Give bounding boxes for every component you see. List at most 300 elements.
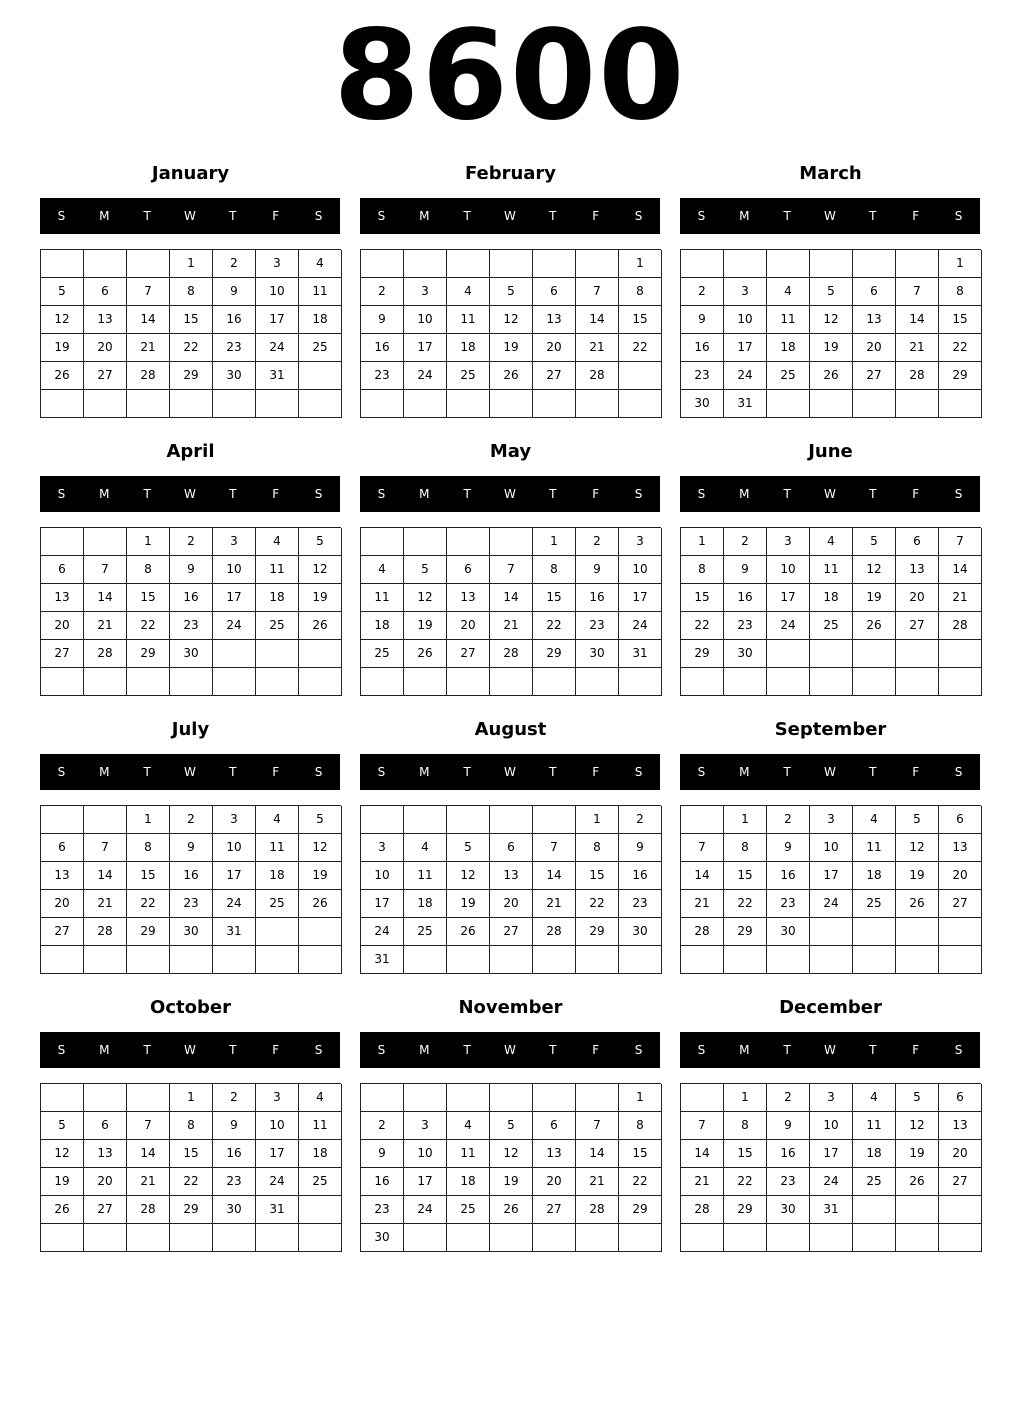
day-cell: 4	[853, 806, 896, 834]
day-cell: 6	[84, 1112, 127, 1140]
day-cell	[681, 250, 724, 278]
weekday-label: M	[99, 765, 110, 779]
day-cell	[810, 1224, 853, 1252]
day-cell: 10	[256, 278, 299, 306]
day-cell: 27	[939, 890, 982, 918]
weekday-label: W	[824, 209, 836, 223]
day-cell: 30	[681, 390, 724, 418]
day-cell: 6	[490, 834, 533, 862]
day-cell: 10	[213, 556, 256, 584]
day-cell: 22	[533, 612, 576, 640]
weekday-label: W	[184, 1043, 196, 1057]
day-cell: 11	[299, 278, 342, 306]
day-cell	[576, 250, 619, 278]
weekday-label: T	[143, 487, 151, 501]
day-cell: 25	[853, 1168, 896, 1196]
day-cell: 12	[490, 1140, 533, 1168]
day-grid	[680, 249, 981, 418]
day-cell	[361, 528, 404, 556]
weekday-label: T	[143, 1043, 151, 1057]
day-cell: 26	[447, 918, 490, 946]
day-cell: 11	[361, 584, 404, 612]
day-cell: 21	[127, 334, 170, 362]
day-cell: 26	[404, 640, 447, 668]
day-cell: 19	[41, 334, 84, 362]
day-cell: 17	[404, 334, 447, 362]
day-cell: 28	[896, 362, 939, 390]
day-cell: 8	[170, 278, 213, 306]
day-cell: 1	[724, 1084, 767, 1112]
day-cell: 6	[533, 278, 576, 306]
day-cell: 25	[447, 1196, 490, 1224]
weekday-label: T	[229, 765, 237, 779]
day-cell: 28	[490, 640, 533, 668]
day-cell: 2	[170, 528, 213, 556]
weekday-label: M	[419, 765, 430, 779]
day-cell: 11	[404, 862, 447, 890]
weekday-label: S	[377, 1043, 386, 1057]
day-cell	[490, 250, 533, 278]
day-cell: 19	[490, 1168, 533, 1196]
day-cell: 11	[853, 834, 896, 862]
day-cell: 7	[681, 834, 724, 862]
day-cell: 20	[939, 1140, 982, 1168]
day-cell	[490, 806, 533, 834]
day-cell: 26	[299, 890, 342, 918]
day-cell: 10	[256, 1112, 299, 1140]
day-cell: 16	[681, 334, 724, 362]
day-cell	[810, 946, 853, 974]
day-cell	[853, 918, 896, 946]
day-cell: 23	[619, 890, 662, 918]
day-grid	[360, 249, 661, 418]
day-cell: 14	[533, 862, 576, 890]
day-cell	[41, 1084, 84, 1112]
day-cell: 8	[127, 556, 170, 584]
day-cell	[84, 250, 127, 278]
weekday-label: W	[504, 765, 516, 779]
day-cell: 14	[490, 584, 533, 612]
day-cell	[447, 390, 490, 418]
day-cell: 21	[490, 612, 533, 640]
day-cell: 9	[681, 306, 724, 334]
day-cell	[767, 250, 810, 278]
day-cell: 13	[533, 1140, 576, 1168]
day-cell: 9	[767, 834, 810, 862]
day-cell: 3	[619, 528, 662, 556]
day-cell: 8	[576, 834, 619, 862]
day-cell: 23	[681, 362, 724, 390]
day-cell: 28	[939, 612, 982, 640]
day-cell: 6	[84, 278, 127, 306]
day-cell	[896, 946, 939, 974]
day-cell: 11	[810, 556, 853, 584]
day-cell	[896, 640, 939, 668]
weekday-label: S	[697, 487, 706, 501]
day-cell: 4	[404, 834, 447, 862]
weekday-label: T	[463, 209, 471, 223]
day-cell: 8	[533, 556, 576, 584]
day-cell: 24	[810, 1168, 853, 1196]
day-cell: 25	[767, 362, 810, 390]
day-grid	[40, 249, 341, 418]
day-cell: 16	[767, 862, 810, 890]
day-grid	[680, 805, 981, 974]
day-cell	[939, 390, 982, 418]
day-cell: 16	[361, 334, 404, 362]
weekday-label: W	[184, 487, 196, 501]
day-cell	[213, 390, 256, 418]
day-cell	[447, 806, 490, 834]
day-cell: 24	[256, 1168, 299, 1196]
weekday-label: M	[99, 487, 110, 501]
day-cell: 29	[576, 918, 619, 946]
day-cell: 2	[213, 1084, 256, 1112]
weekday-label: S	[634, 487, 643, 501]
day-cell: 10	[810, 1112, 853, 1140]
day-cell	[619, 668, 662, 696]
day-grid	[360, 805, 661, 974]
day-cell: 24	[361, 918, 404, 946]
day-cell	[490, 1084, 533, 1112]
day-cell: 13	[41, 584, 84, 612]
month-name: September	[774, 719, 887, 740]
day-cell: 4	[767, 278, 810, 306]
day-cell	[361, 1084, 404, 1112]
day-cell: 31	[256, 362, 299, 390]
day-cell: 21	[84, 612, 127, 640]
day-cell: 21	[576, 1168, 619, 1196]
day-cell: 8	[681, 556, 724, 584]
day-cell	[681, 946, 724, 974]
day-cell: 1	[576, 806, 619, 834]
day-cell: 3	[810, 806, 853, 834]
day-cell: 17	[404, 1168, 447, 1196]
day-cell: 7	[681, 1112, 724, 1140]
day-cell: 23	[170, 890, 213, 918]
day-grid	[680, 527, 981, 696]
weekday-label: T	[229, 487, 237, 501]
day-cell: 5	[810, 278, 853, 306]
day-cell: 27	[84, 1196, 127, 1224]
day-cell: 23	[767, 1168, 810, 1196]
day-cell	[767, 946, 810, 974]
day-cell	[256, 1224, 299, 1252]
day-cell: 9	[576, 556, 619, 584]
day-cell: 20	[939, 862, 982, 890]
weekday-label: M	[739, 765, 750, 779]
day-cell: 7	[84, 556, 127, 584]
day-cell	[810, 390, 853, 418]
day-cell: 29	[724, 1196, 767, 1224]
day-cell	[84, 668, 127, 696]
day-cell: 8	[724, 1112, 767, 1140]
weekday-label: M	[419, 209, 430, 223]
weekday-header	[40, 754, 340, 790]
day-cell	[127, 668, 170, 696]
day-cell: 19	[299, 862, 342, 890]
day-cell: 27	[447, 640, 490, 668]
weekday-label: S	[634, 765, 643, 779]
weekday-label: T	[143, 765, 151, 779]
day-cell	[299, 668, 342, 696]
day-cell	[404, 806, 447, 834]
day-cell: 26	[896, 1168, 939, 1196]
weekday-label: T	[549, 765, 557, 779]
day-cell: 10	[404, 1140, 447, 1168]
day-cell	[84, 806, 127, 834]
day-cell	[896, 390, 939, 418]
day-cell: 31	[213, 918, 256, 946]
day-cell: 16	[576, 584, 619, 612]
day-cell	[681, 1084, 724, 1112]
day-cell: 25	[299, 1168, 342, 1196]
day-cell: 10	[213, 834, 256, 862]
day-cell: 30	[767, 1196, 810, 1224]
day-cell: 25	[299, 334, 342, 362]
day-cell: 23	[361, 1196, 404, 1224]
day-cell	[576, 946, 619, 974]
day-cell: 25	[404, 918, 447, 946]
weekday-label: S	[954, 209, 963, 223]
day-cell	[447, 250, 490, 278]
day-cell: 5	[41, 278, 84, 306]
day-cell: 9	[767, 1112, 810, 1140]
day-cell: 11	[767, 306, 810, 334]
day-cell: 18	[767, 334, 810, 362]
weekday-label: S	[954, 487, 963, 501]
day-cell: 26	[490, 1196, 533, 1224]
weekday-header	[360, 1032, 660, 1068]
day-cell	[404, 1224, 447, 1252]
day-cell: 30	[576, 640, 619, 668]
weekday-label: F	[272, 765, 280, 779]
weekday-label: M	[739, 209, 750, 223]
weekday-label: W	[824, 765, 836, 779]
day-cell: 26	[853, 612, 896, 640]
day-cell: 15	[576, 862, 619, 890]
day-cell: 16	[767, 1140, 810, 1168]
day-cell	[619, 362, 662, 390]
day-cell: 9	[213, 278, 256, 306]
day-cell	[490, 390, 533, 418]
day-cell: 9	[361, 1140, 404, 1168]
day-cell: 1	[724, 806, 767, 834]
day-cell	[490, 668, 533, 696]
day-cell	[361, 806, 404, 834]
day-cell: 11	[256, 834, 299, 862]
day-cell: 23	[361, 362, 404, 390]
day-cell	[810, 668, 853, 696]
weekday-label: T	[549, 487, 557, 501]
day-cell: 12	[41, 1140, 84, 1168]
day-cell: 5	[404, 556, 447, 584]
day-cell: 18	[256, 584, 299, 612]
day-cell	[681, 806, 724, 834]
day-cell: 22	[576, 890, 619, 918]
day-cell: 16	[361, 1168, 404, 1196]
weekday-label: T	[783, 209, 791, 223]
day-cell	[299, 390, 342, 418]
day-cell: 7	[576, 1112, 619, 1140]
day-cell: 28	[533, 918, 576, 946]
day-cell: 18	[404, 890, 447, 918]
weekday-label: T	[229, 209, 237, 223]
day-cell	[533, 946, 576, 974]
day-cell	[619, 1224, 662, 1252]
day-cell	[213, 640, 256, 668]
day-cell: 28	[127, 362, 170, 390]
weekday-label: S	[634, 1043, 643, 1057]
weekday-label: T	[783, 765, 791, 779]
day-cell: 16	[170, 584, 213, 612]
day-cell: 20	[853, 334, 896, 362]
weekday-label: F	[592, 209, 600, 223]
day-cell: 8	[724, 834, 767, 862]
month-name: February	[464, 163, 557, 184]
day-cell: 10	[361, 862, 404, 890]
day-cell: 15	[681, 584, 724, 612]
day-cell: 23	[576, 612, 619, 640]
day-cell: 8	[170, 1112, 213, 1140]
day-cell	[576, 390, 619, 418]
weekday-label: W	[184, 765, 196, 779]
day-cell: 15	[939, 306, 982, 334]
day-cell: 22	[681, 612, 724, 640]
day-cell	[256, 918, 299, 946]
day-cell: 12	[404, 584, 447, 612]
weekday-header	[680, 198, 980, 234]
day-cell	[767, 668, 810, 696]
day-cell: 13	[853, 306, 896, 334]
day-cell: 17	[213, 584, 256, 612]
day-cell: 2	[619, 806, 662, 834]
day-cell	[127, 390, 170, 418]
weekday-label: W	[504, 1043, 516, 1057]
day-cell: 2	[170, 806, 213, 834]
day-cell	[84, 390, 127, 418]
day-cell	[404, 668, 447, 696]
day-cell: 13	[939, 1112, 982, 1140]
day-cell	[41, 1224, 84, 1252]
day-cell: 12	[810, 306, 853, 334]
day-cell: 8	[127, 834, 170, 862]
month-name: June	[808, 441, 853, 462]
day-cell: 14	[84, 584, 127, 612]
day-cell: 19	[896, 862, 939, 890]
day-cell: 17	[767, 584, 810, 612]
day-cell: 25	[810, 612, 853, 640]
weekday-header	[360, 476, 660, 512]
day-cell: 7	[127, 1112, 170, 1140]
day-cell: 13	[447, 584, 490, 612]
day-cell: 11	[853, 1112, 896, 1140]
day-cell: 7	[533, 834, 576, 862]
day-cell: 11	[256, 556, 299, 584]
day-cell	[576, 668, 619, 696]
weekday-label: T	[783, 1043, 791, 1057]
day-cell	[404, 390, 447, 418]
weekday-label: T	[463, 765, 471, 779]
day-cell	[853, 1196, 896, 1224]
day-cell: 10	[404, 306, 447, 334]
day-cell: 30	[170, 918, 213, 946]
day-cell	[213, 946, 256, 974]
day-cell: 16	[724, 584, 767, 612]
day-cell: 28	[681, 1196, 724, 1224]
day-cell: 1	[939, 250, 982, 278]
weekday-label: W	[184, 209, 196, 223]
day-cell: 3	[767, 528, 810, 556]
weekday-label: M	[99, 1043, 110, 1057]
day-cell: 4	[447, 278, 490, 306]
day-grid	[40, 1083, 341, 1252]
day-cell	[361, 250, 404, 278]
day-cell: 24	[213, 612, 256, 640]
weekday-label: T	[143, 209, 151, 223]
day-cell	[84, 1224, 127, 1252]
day-cell: 14	[84, 862, 127, 890]
day-cell: 21	[127, 1168, 170, 1196]
day-cell: 27	[853, 362, 896, 390]
day-cell: 6	[896, 528, 939, 556]
day-cell: 21	[896, 334, 939, 362]
day-cell: 5	[853, 528, 896, 556]
day-cell	[256, 946, 299, 974]
day-cell: 2	[213, 250, 256, 278]
day-cell	[939, 946, 982, 974]
weekday-label: F	[592, 1043, 600, 1057]
day-cell: 2	[767, 806, 810, 834]
day-cell	[724, 946, 767, 974]
day-cell	[576, 1084, 619, 1112]
day-cell: 22	[170, 334, 213, 362]
day-cell: 5	[447, 834, 490, 862]
day-cell: 2	[724, 528, 767, 556]
day-cell	[533, 668, 576, 696]
day-cell	[127, 1224, 170, 1252]
day-cell: 13	[896, 556, 939, 584]
day-cell: 18	[447, 334, 490, 362]
weekday-label: S	[314, 1043, 323, 1057]
day-cell: 22	[619, 1168, 662, 1196]
day-cell: 8	[939, 278, 982, 306]
day-cell	[810, 640, 853, 668]
day-cell: 22	[127, 890, 170, 918]
day-cell: 20	[533, 1168, 576, 1196]
day-cell: 29	[533, 640, 576, 668]
day-cell: 24	[213, 890, 256, 918]
day-cell: 31	[361, 946, 404, 974]
weekday-label: F	[592, 765, 600, 779]
day-cell: 6	[853, 278, 896, 306]
day-cell: 12	[896, 834, 939, 862]
day-cell	[361, 390, 404, 418]
day-cell	[896, 1224, 939, 1252]
day-cell	[853, 250, 896, 278]
day-cell: 27	[896, 612, 939, 640]
day-cell: 24	[404, 1196, 447, 1224]
day-cell: 16	[170, 862, 213, 890]
weekday-label: W	[824, 1043, 836, 1057]
day-cell	[41, 390, 84, 418]
day-cell	[853, 390, 896, 418]
month-name: December	[779, 997, 882, 1018]
day-cell: 13	[84, 1140, 127, 1168]
day-cell	[256, 390, 299, 418]
day-cell: 19	[853, 584, 896, 612]
weekday-header	[360, 198, 660, 234]
